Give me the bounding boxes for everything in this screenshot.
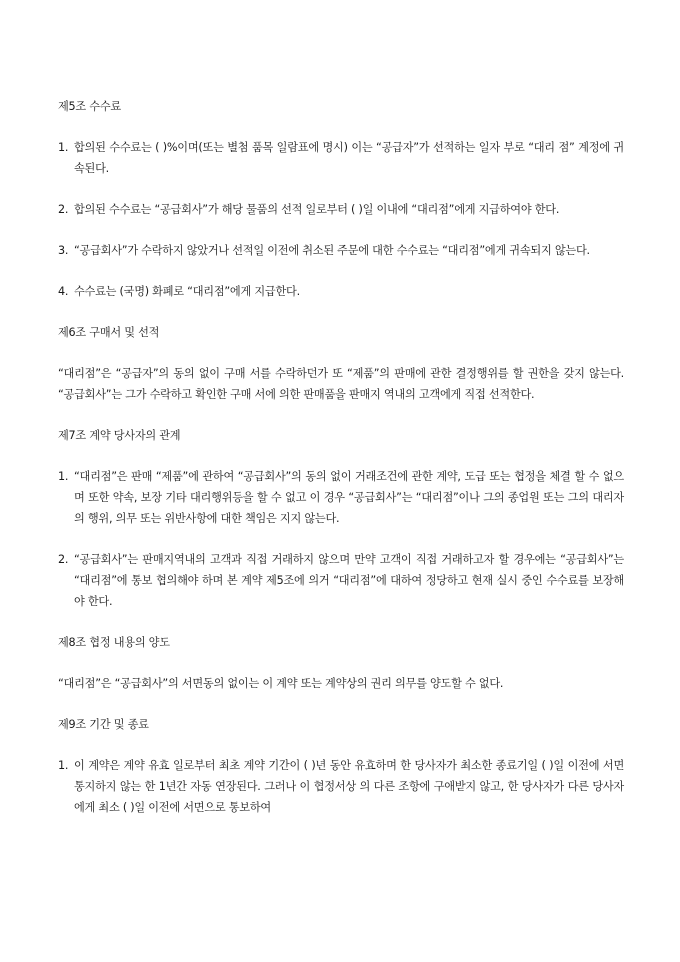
item-number: 2.: [58, 203, 69, 216]
article-5-heading: 제5조 수수료: [58, 100, 121, 113]
article-7-item-1: [58, 466, 624, 529]
item-text: “공급회사”가 수락하지 않았거나 선적일 이전에 취소된 주문에 대한 수수료는 “대리점”에게 귀속되지 않는다.: [74, 244, 590, 257]
article-7-heading: 제7조 계약 당사자의 관계: [58, 429, 181, 442]
article-6-heading: 제6조 구매서 및 선적: [58, 326, 160, 339]
article-6-body: “대리점”은 “공급자”의 동의 없이 구매 서를 수락하던가 또 “제품”의 판매에 관한 결정행위를 할 권한을 갖지 않는다. “공급회사”는 그가 수락하고 확인한 구매 서에 의한 판매품을 판매지 역내의 고객에게 직접 선적한다.: [58, 367, 624, 401]
article-5-item-2: [58, 199, 624, 220]
item-number: 3.: [58, 244, 69, 257]
article-5-item-4: [58, 281, 624, 302]
item-text: 이 계약은 계약 유효 일로부터 최초 계약 기간이 ( )년 동안 유효하며 한 당사자가 최소한 종료기일 ( )일 이전에 서면 통지하지 않는 한 1년간 자동 연장된다. 그러나 이 협정서상 의 다른 조항에 구애받지 않고, 한 당사자가 다른 당사자에게 최소 ( )일 이전에 서면으로 통보하여: [74, 759, 624, 814]
item-text: “공급회사”는 판매지역내의 고객과 직접 거래하지 않으며 만약 고객이 직접 거래하고자 할 경우에는 “공급회사”는 “대리점”에 통보 협의해야 하며 본 계약 제5조에 의거 “대리점”에 대하여 정당하고 현재 실시 중인 수수료를 보장해야 한다.: [74, 553, 624, 608]
document-page: [58, 96, 624, 838]
article-5-item-1: [58, 137, 624, 179]
item-number: 4.: [58, 285, 69, 298]
item-text: 합의된 수수료는 ( )%이며(또는 별첨 품목 일람표에 명시) 이는 “공급자”가 선적하는 일자 부로 “대리 점” 계정에 귀속된다.: [74, 141, 624, 175]
item-text: “대리점”은 판매 “제품”에 관하여 “공급회사”의 동의 없이 거래조건에 관한 계약, 도급 또는 협정을 체결 할 수 없으며 또한 약속, 보장 기타 대리행위등을 할 수 없고 이 경우 “공급회사”는 “대리점”이나 그의 종업원 또는 그의 대리자의 행위, 의무 또는 위반사항에 대한 책임은 지지 않는다.: [74, 470, 624, 525]
item-text: 합의된 수수료는 “공급회사”가 해당 물품의 선적 일로부터 ( )일 이내에 “대리점”에게 지급하여야 한다.: [74, 203, 560, 216]
article-5-item-3: [58, 240, 624, 261]
article-9-heading: 제9조 기간 및 종료: [58, 718, 149, 731]
item-text: 수수료는 (국명) 화폐로 “대리점”에게 지급한다.: [74, 285, 300, 298]
item-number: 1.: [58, 759, 69, 772]
article-8-heading: 제8조 협정 내용의 양도: [58, 636, 170, 649]
item-number: 1.: [58, 141, 69, 154]
article-9-item-1: [58, 755, 624, 818]
item-number: 1.: [58, 470, 69, 483]
article-8-body: “대리점”은 “공급회사”의 서면동의 없이는 이 계약 또는 계약상의 권리 의무를 양도할 수 없다.: [58, 677, 504, 690]
item-number: 2.: [58, 553, 69, 566]
article-7-item-2: [58, 549, 624, 612]
